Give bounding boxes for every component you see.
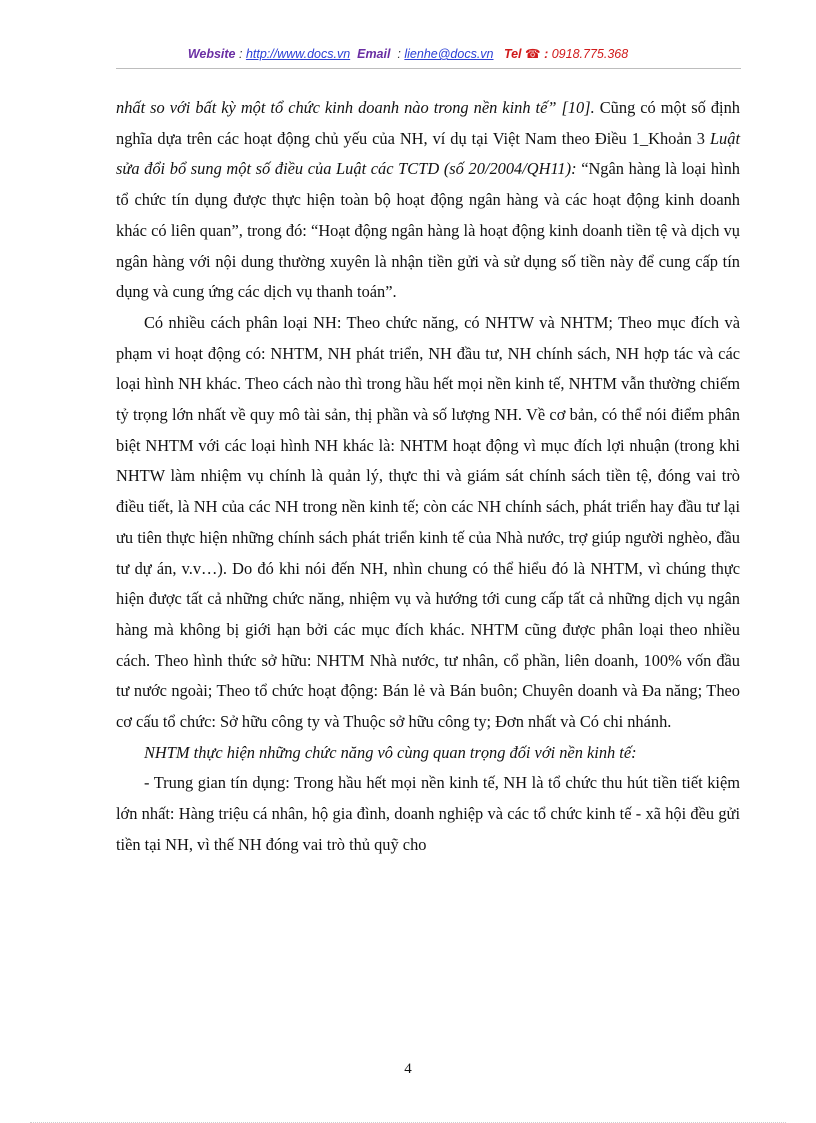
website-label: Website bbox=[187, 47, 236, 61]
tel-label: Tel bbox=[503, 47, 522, 61]
email-link[interactable]: lienhe@docs.vn bbox=[404, 47, 494, 61]
paragraph-3: NHTM thực hiện những chức năng vô cùng quan trọng đối với nền kinh tế: bbox=[144, 742, 637, 762]
phone-icon: ☎ bbox=[525, 47, 541, 61]
website-link[interactable]: http://www.docs.vn bbox=[245, 47, 351, 61]
header-divider bbox=[116, 68, 741, 69]
paragraph-1: nhất so với bất kỳ một tổ chức kinh doanh nào trong nền kinh tế” [10]. Cũng có một số định nghĩa dựa trên các hoạt động chủ yếu của NH, ví dụ tại Việt Nam theo Điều 1_Khoản 3 Luật sửa đổi bổ sung một số điều của Luật các TCTD (số 20/2004/QH11): “Ngân hàng là loại hình tổ chức tín dụng được thực hiện toàn bộ hoạt động ngân hàng và các hoạt động kinh doanh khác có liên quan”, trong đó: “Hoạt động ngân hàng là hoạt động kinh doanh tiền tệ và dịch vụ ngân hàng với nội dung thường xuyên là nhận tiền gửi và sử dụng số tiền này để cung cấp tín dụng và cung ứng các dịch vụ thanh toán”. bbox=[116, 98, 740, 302]
page-header: Website : http://www.docs.vn Email : lienhe@docs.vn Tel ☎ : 0918.775.368 bbox=[187, 47, 629, 61]
document-body bbox=[116, 93, 740, 861]
email-label: Email bbox=[357, 47, 391, 61]
phone-number: 0918.775.368 bbox=[551, 47, 629, 61]
paragraph-4: - Trung gian tín dụng: Trong hầu hết mọi nền kinh tế, NH là tổ chức thu hút tiền tiết kiệm lớn nhất: Hàng triệu cá nhân, hộ gia đình, doanh nghiệp và các tổ chức kinh tế - xã hội đều gửi tiền tại NH, vì thế NH đóng vai trò thủ quỹ cho bbox=[116, 773, 740, 854]
paragraph-2: Có nhiều cách phân loại NH: Theo chức năng, có NHTW và NHTM; Theo mục đích và phạm vi hoạt động có: NHTM, NH phát triển, NH đầu tư, NH chính sách, NH hợp tác và các loại hình NH khác. Theo cách nào thì trong hầu hết mọi nền kinh tế, NHTM vẫn thường chiếm tỷ trọng lớn nhất về quy mô tài sản, thị phần và số lượng NH. Về cơ bản, có thể nói điểm phân biệt NHTM với các loại hình NH khác là: NHTM hoạt động vì mục đích lợi nhuận (trong khi NHTW làm nhiệm vụ chính là quản lý, thực thi và giám sát chính sách tiền tệ, đóng vai trò điều tiết, là NH của các NH trong nền kinh tế; còn các NH chính sách, phát triển hay đầu tư lại ưu tiên thực hiện những chính sách phát triển kinh tế của Nhà nước, trợ giúp người nghèo, đầu tư dự án, v.v…). Do đó khi nói đến NH, nhìn chung có thể hiểu đó là NHTM, vì chúng thực hiện được tất cả những chức năng, nhiệm vụ và hướng tới cung cấp tất cả những dịch vụ ngân hàng mà không bị giới hạn bởi các mục đích khác. NHTM cũng được phân loại theo nhiều cách. Theo hình thức sở hữu: NHTM Nhà nước, tư nhân, cổ phần, liên doanh, 100% vốn đầu tư nước ngoài; Theo tổ chức hoạt động: Bán lẻ và Bán buôn; Chuyên doanh và Đa năng; Theo cơ cấu tổ chức: Sở hữu công ty và Thuộc sở hữu công ty; Đơn nhất và Có chi nhánh. bbox=[116, 312, 740, 732]
page-number: 4 bbox=[404, 1061, 412, 1077]
